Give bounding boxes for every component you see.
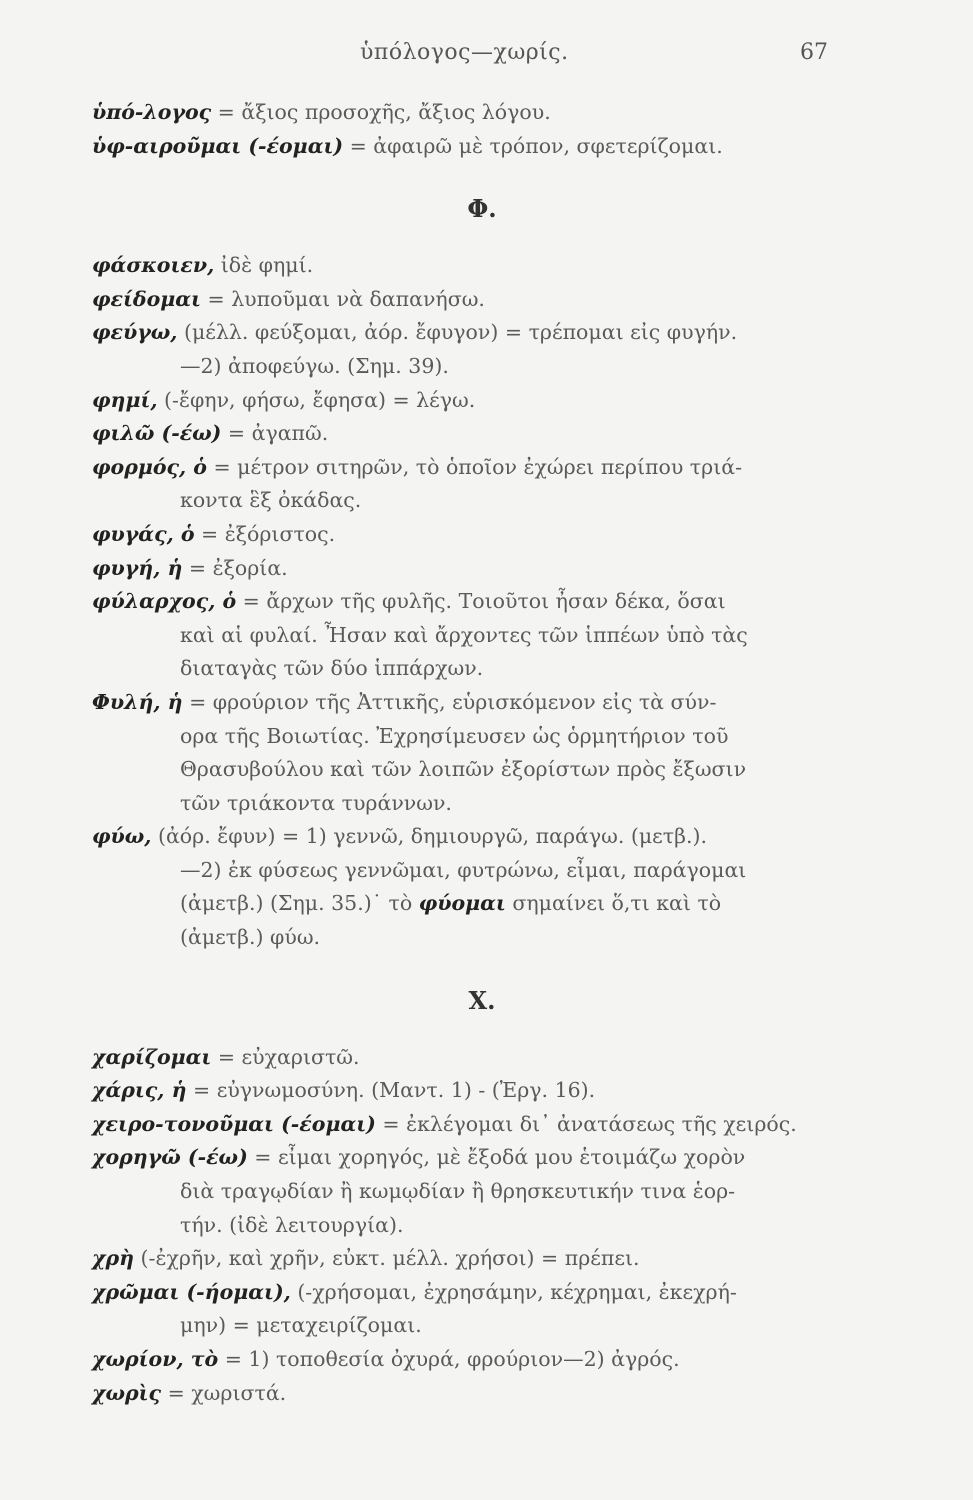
lemma: χάρις, ἡ (92, 1078, 187, 1103)
lemma: φάσκοιεν, (92, 253, 215, 278)
lemma: χωρίον, τὸ (92, 1347, 219, 1371)
entry-phyge (92, 552, 872, 586)
entry-cheirotonoumai (92, 1108, 872, 1142)
gloss: (μέλλ. φεύξομαι, ἀόρ. ἔφυγον) = τρέπομαι εἰς φυγήν. (177, 320, 738, 345)
lemma: φιλῶ (-έω) (92, 421, 222, 446)
entry-phormos (92, 451, 872, 518)
gloss-continuation: διὰ τραγῳδίαν ἢ κωμῳδίαν ἢ θρησκευτικήν τινα ἑορ- (180, 1179, 736, 1204)
entry-phygas (92, 518, 872, 552)
section-heading-phi: Φ. (467, 194, 497, 224)
entry-phaskoien (92, 249, 872, 283)
gloss: = εἶμαι χορηγός, μὲ ἔξοδά μου ἑτοιμάζω χορὸν (247, 1145, 746, 1170)
gloss: = ἀγαπῶ. (221, 421, 329, 446)
lemma: χρὴ (92, 1246, 135, 1271)
gloss: = χωριστά. (161, 1380, 287, 1405)
entry-charis (92, 1074, 872, 1108)
lemma: φυγή, ἡ (92, 555, 183, 580)
inline-lemma: φύομαι (418, 891, 506, 916)
section-heading-chi: Χ. (468, 985, 496, 1015)
lemma: φύω, (92, 824, 152, 849)
gloss: (-ἐχρῆν, καὶ χρῆν, εὐκτ. μέλλ. χρήσοι) = πρέπει. (134, 1246, 640, 1271)
gloss-continuation: τῶν τριάκοντα τυράννων. (180, 790, 452, 815)
gloss-continuation: μην) = μεταχειρίζομαι. (180, 1313, 422, 1338)
gloss: = 1) τοποθεσία ὀχυρά, φρούριον—2) ἀγρός. (218, 1347, 680, 1371)
gloss: (-χρήσομαι, ἐχρησάμην, κέχρημαι, ἐκεχρή- (290, 1279, 737, 1304)
gloss: = μέτρον σιτηρῶν, τὸ ὁποῖον ἐχώρει περίπου τριά- (206, 454, 743, 479)
lemma: φορμός, ὁ (92, 454, 207, 479)
gloss: = εὐχαριστῶ. (211, 1044, 360, 1069)
gloss-continuation: —2) ἀποφεύγω. (Σημ. 39). (180, 353, 449, 378)
gloss-continuation (92, 887, 872, 921)
entry-phyo (92, 820, 872, 954)
entry-hypologos (92, 96, 872, 130)
entry-chre (92, 1242, 872, 1276)
gloss-continuation: καὶ αἱ φυλαί. Ἦσαν καὶ ἄρχοντες τῶν ἱππέων ὑπὸ τὰς (180, 622, 748, 647)
lemma: χορηγῶ (-έω) (92, 1145, 248, 1170)
gloss-continuation: κοντα ἓξ ὀκάδας. (180, 488, 362, 513)
gloss-continuation: Θρασυβούλου καὶ τῶν λοιπῶν ἐξορίστων πρὸς ἔξωσιν (180, 757, 747, 782)
lemma: χαρίζομαι (92, 1044, 212, 1069)
gloss: = ἐκλέγομαι δι᾽ ἀνατάσεως τῆς χειρός. (375, 1111, 797, 1136)
lemma: χειρο-τονοῦμαι (-έομαι) (92, 1111, 376, 1136)
gloss: (ἀόρ. ἔφυν) = 1) γεννῶ, δημιουργῶ, παράγω. (μετβ.). (151, 824, 708, 849)
lemma: φυγάς, ὁ (92, 521, 195, 546)
page-body (92, 96, 872, 1410)
entry-philo (92, 417, 872, 451)
entry-chromai (92, 1276, 872, 1343)
gloss-continuation: ορα τῆς Βοιωτίας. Ἐχρησίμευσεν ὡς ὁρμητήριον τοῦ (180, 723, 729, 748)
lemma: ὑπό-λογος (92, 100, 212, 124)
lemma: χωρὶς (92, 1380, 162, 1405)
entry-chorego (92, 1141, 872, 1242)
gloss-continuation: διαταγὰς τῶν δύο ἱππάρχων. (180, 656, 484, 681)
gloss: = εὐγνωμοσύνη. (Μαντ. 1) - (Ἐργ. 16). (186, 1078, 596, 1103)
gloss-text: (ἀμετβ.) (Σημ. 35.)˙ τὸ (180, 891, 419, 916)
gloss: = ἄξιος προσοχῆς, ἄξιος λόγου. (211, 100, 551, 124)
gloss-continuation: (ἀμετβ.) φύω. (180, 925, 321, 950)
running-title: ὑπόλογος—χωρίς. (360, 40, 569, 65)
lemma: ὑφ-αιροῦμαι (-έομαι) (92, 133, 344, 158)
entry-chorion (92, 1343, 872, 1377)
lemma: φύλαρχος, ὁ (92, 589, 237, 614)
gloss: = λυποῦμαι νὰ δαπανήσω. (200, 286, 485, 311)
entry-charizomai (92, 1041, 872, 1075)
entry-phemi (92, 384, 872, 418)
gloss: = φρούριον τῆς Ἀττικῆς, εὑρισκόμενον εἰς τὰ σύν- (182, 689, 717, 714)
lemma: φεύγω, (92, 320, 178, 345)
gloss: = ἀφαιρῶ μὲ τρόπον, σφετερίζομαι. (343, 133, 723, 158)
entry-choris (92, 1377, 872, 1411)
gloss-continuation: —2) ἐκ φύσεως γεννῶμαι, φυτρώνω, εἶμαι, παράγομαι (180, 857, 747, 882)
page-number: 67 (800, 40, 828, 65)
gloss-text: σημαίνει ὅ,τι καὶ τὸ (505, 891, 722, 916)
gloss: = ἄρχων τῆς φυλῆς. Τοιοῦτοι ἦσαν δέκα, ὅσαι (236, 589, 726, 614)
lemma: χρῶμαι (-ήομαι), (92, 1279, 291, 1304)
gloss: = ἐξόριστος. (194, 521, 336, 546)
running-head (0, 40, 973, 74)
entry-pheidomai (92, 283, 872, 317)
gloss: ἰδὲ φημί. (214, 253, 314, 278)
lemma: φημί, (92, 387, 158, 412)
lemma: φείδομαι (92, 286, 201, 311)
gloss: = ἐξορία. (182, 555, 288, 580)
entry-hyphairoumai (92, 130, 872, 164)
gloss-continuation: τήν. (ἰδὲ λειτουργία). (180, 1212, 404, 1237)
gloss: (-ἔφην, φήσω, ἔφησα) = λέγω. (157, 387, 476, 412)
entry-pheugo (92, 316, 872, 383)
lemma: Φυλή, ἡ (92, 689, 183, 714)
entry-phylarchos (92, 585, 872, 686)
entry-phyle (92, 686, 872, 820)
